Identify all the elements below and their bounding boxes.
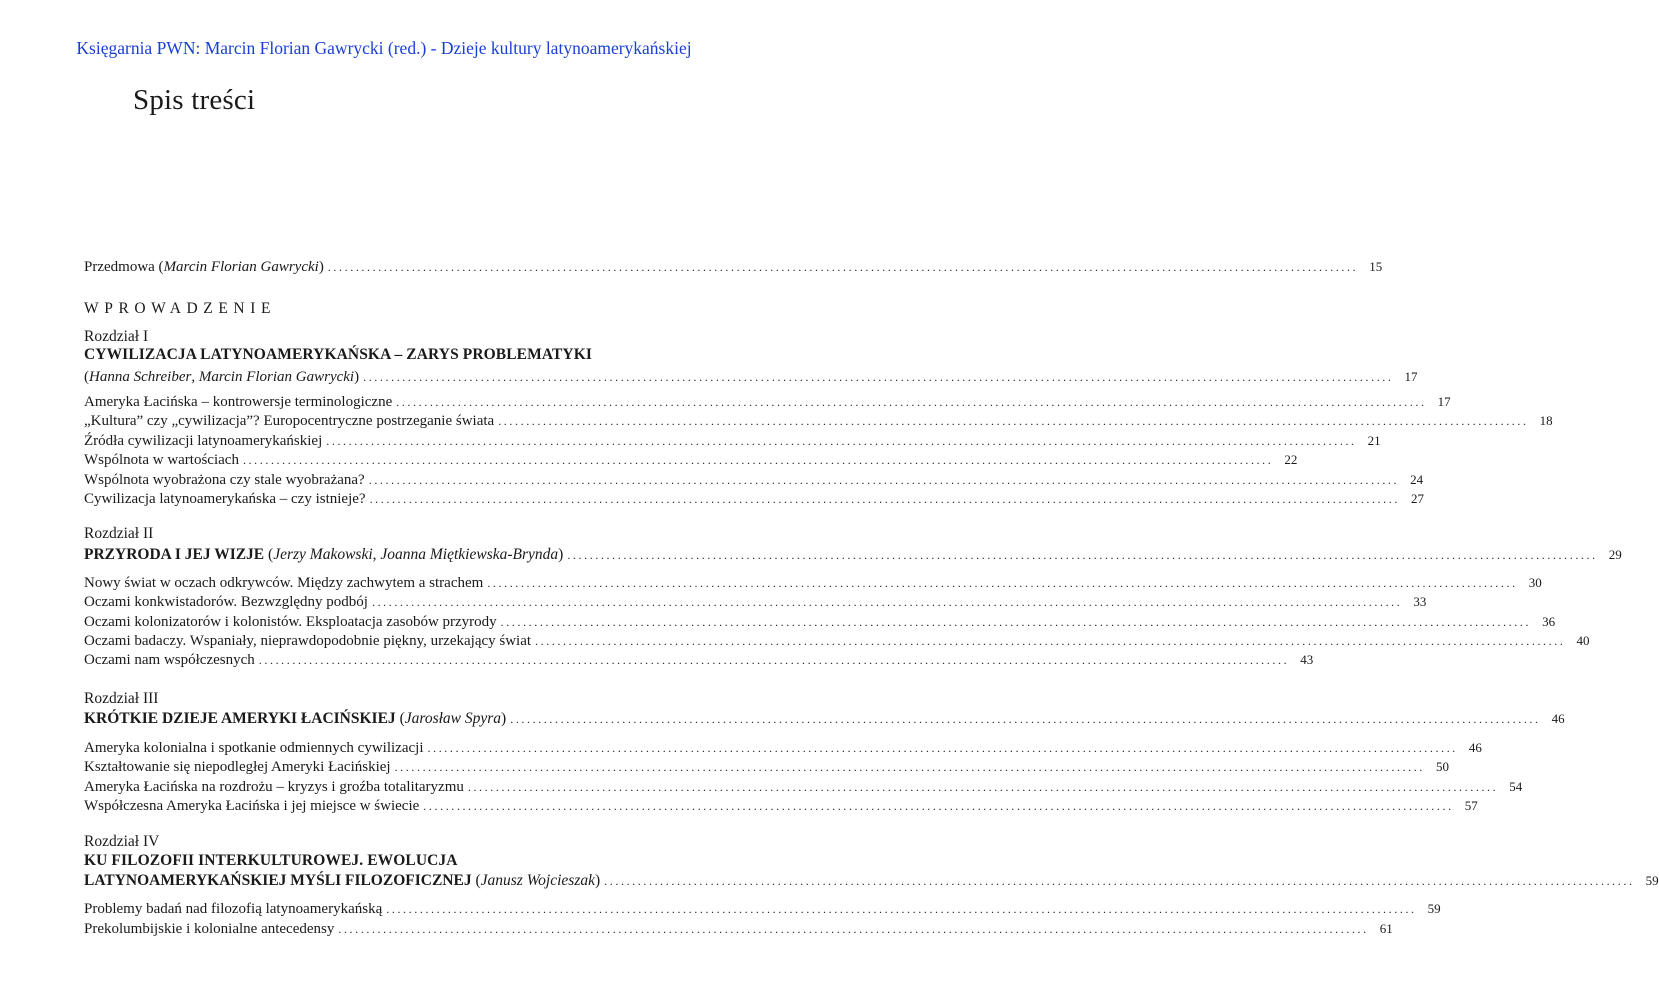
toc-entry-title: Ameryka Łacińska – kontrowersje terminologiczne xyxy=(84,394,393,410)
preface-author: Marcin Florian Gawrycki xyxy=(163,259,319,275)
chapter-label: Rozdział IV xyxy=(84,833,160,850)
page-number: 21 xyxy=(1367,432,1381,448)
section-heading: WPROWADZENIE xyxy=(84,300,277,317)
toc-entry[interactable] xyxy=(84,470,1424,490)
paren-open: ( xyxy=(264,546,274,563)
leader-dots xyxy=(510,710,1540,729)
page-number: 50 xyxy=(1435,759,1449,775)
page-number: 22 xyxy=(1284,452,1298,468)
page-number: 46 xyxy=(1551,711,1565,726)
leader-dots xyxy=(396,393,1426,412)
chapter-author: Jerzy Makowski xyxy=(273,546,373,563)
leader-dots xyxy=(259,651,1289,670)
paren-close: ) xyxy=(595,872,601,889)
page-number: 30 xyxy=(1528,575,1542,590)
page-number: 18 xyxy=(1539,413,1553,429)
page-number: 15 xyxy=(1369,259,1383,274)
chapter-title: CYWILIZACJA LATYNOAMERYKAŃSKA – ZARYS PROBLEMATYKI xyxy=(84,346,593,363)
page-number: 59 xyxy=(1427,901,1441,916)
leader-dots xyxy=(369,471,1399,490)
toc-entry[interactable] xyxy=(84,573,1542,593)
toc-entry-title: Współczesna Ameryka Łacińska i jej miejsce w świecie xyxy=(84,797,420,814)
toc-entry[interactable] xyxy=(84,650,1314,670)
toc-entry-title: Cywilizacja latynoamerykańska – czy istnieje? xyxy=(84,491,366,507)
toc-entry-title: „Kultura” czy „cywilizacja”? Europocentryczne postrzeganie świata xyxy=(84,413,495,430)
page-number: 24 xyxy=(1410,471,1424,487)
toc-entry-title: Wspólnota wyobrażona czy stale wyobrażana? xyxy=(84,471,365,488)
toc-entry[interactable] xyxy=(84,757,1449,777)
toc-entry[interactable] xyxy=(84,489,1424,509)
chapter-author: Jarosław Spyra xyxy=(404,710,502,727)
page-number: 27 xyxy=(1410,491,1424,506)
toc-entry-title: Problemy badań nad filozofią latynoamerykańską xyxy=(84,901,383,917)
page-number: 29 xyxy=(1608,547,1622,562)
chapter-heading-3[interactable] xyxy=(84,709,1565,729)
leader-dots xyxy=(498,412,1528,431)
toc-entry-title: Wspólnota w wartościach xyxy=(84,452,239,469)
toc-entry-title: Oczami konkwistadorów. Bezwzględny podbój xyxy=(84,594,368,611)
page-number: 33 xyxy=(1413,594,1427,610)
chapter-title: KU FILOZOFII INTERKULTUROWEJ. EWOLUCJA xyxy=(84,852,458,869)
leader-dots xyxy=(423,797,1453,816)
toc-entry[interactable] xyxy=(84,431,1381,451)
leader-dots xyxy=(604,872,1634,891)
leader-dots xyxy=(338,920,1368,939)
toc-entry-title: Ameryka kolonialna i spotkanie odmiennych cywilizacji xyxy=(84,740,424,756)
toc-entry-preface[interactable] xyxy=(84,257,1383,277)
page-number: 40 xyxy=(1576,632,1590,648)
header-banner[interactable]: Księgarnia PWN: Marcin Florian Gawrycki (red.) - Dzieje kultury latynoamerykańskiej xyxy=(76,38,692,58)
toc-entry-title: Oczami nam współczesnych xyxy=(84,652,255,669)
leader-dots xyxy=(428,739,1458,758)
toc-entry-title: Źródła cywilizacji latynoamerykańskiej xyxy=(84,432,323,449)
toc-entry[interactable] xyxy=(84,631,1590,651)
paren-open: ( xyxy=(84,369,89,385)
toc-entry[interactable] xyxy=(84,796,1478,816)
chapter-title: KRÓTKIE DZIEJE AMERYKI ŁACIŃSKIEJ xyxy=(84,710,396,727)
author-separator: , xyxy=(191,369,199,385)
toc-entry-title: Nowy świat w oczach odkrywców. Między zachwytem a strachem xyxy=(84,575,484,591)
toc-entry[interactable] xyxy=(84,777,1523,797)
chapter-author: Hanna Schreiber xyxy=(89,369,192,385)
page-number: 54 xyxy=(1509,778,1523,794)
toc-entry[interactable] xyxy=(84,899,1441,919)
leader-dots xyxy=(395,758,1425,777)
leader-dots xyxy=(372,593,1402,612)
leader-dots xyxy=(535,632,1565,651)
toc-entry[interactable] xyxy=(84,592,1427,612)
chapter-heading-4[interactable] xyxy=(84,871,1659,891)
toc-entry[interactable] xyxy=(84,738,1482,758)
page-title: Spis treści xyxy=(133,84,256,116)
chapter-author: Marcin Florian Gawrycki xyxy=(198,369,355,385)
paren-close: ) xyxy=(354,369,360,385)
page-number: 36 xyxy=(1542,613,1556,629)
chapter-label: Rozdział III xyxy=(84,690,159,707)
preface-label: Przedmowa ( xyxy=(84,259,164,275)
chapter-author: Joanna Miętkiewska-Brynda xyxy=(380,546,559,563)
leader-dots xyxy=(363,368,1393,387)
toc-entry-title: Oczami badaczy. Wspaniały, nieprawdopodobnie piękny, urzekający świat xyxy=(84,632,532,649)
toc-entry-title: Prekolumbijskie i kolonialne antecedensy xyxy=(84,920,335,937)
leader-dots xyxy=(567,546,1597,565)
toc-entry[interactable] xyxy=(84,612,1556,632)
paren-close: ) xyxy=(558,546,564,563)
leader-dots xyxy=(243,451,1273,470)
leader-dots xyxy=(501,613,1531,632)
paren-open: ( xyxy=(395,710,405,727)
leader-dots xyxy=(328,258,1358,277)
author-separator: , xyxy=(372,546,381,563)
paren-open: ( xyxy=(471,872,481,889)
chapter-title: LATYNOAMERYKAŃSKIEJ MYŚLI FILOZOFICZNEJ xyxy=(84,872,472,889)
toc-entry[interactable] xyxy=(84,450,1298,470)
chapter-label: Rozdział I xyxy=(84,328,149,345)
chapter-author: Janusz Wojcieszak xyxy=(480,872,595,889)
toc-entry-title: Kształtowanie się niepodległej Ameryki Łacińskiej xyxy=(84,759,391,776)
leader-dots xyxy=(370,490,1400,509)
page-number: 43 xyxy=(1300,652,1314,668)
toc-entry[interactable] xyxy=(84,411,1553,431)
page-number: 61 xyxy=(1379,920,1393,936)
toc-entry[interactable] xyxy=(84,919,1393,939)
toc-entry[interactable] xyxy=(84,392,1451,412)
leader-dots xyxy=(487,574,1517,593)
paren-close: ) xyxy=(501,710,507,727)
preface-close: ) xyxy=(318,259,324,275)
leader-dots xyxy=(386,900,1416,919)
page-number: 59 xyxy=(1645,873,1659,888)
page-number: 46 xyxy=(1468,740,1482,755)
page-number: 17 xyxy=(1437,394,1451,409)
page-number: 17 xyxy=(1404,369,1418,384)
chapter-heading-2[interactable] xyxy=(84,545,1622,565)
toc-entry-title: Oczami kolonizatorów i kolonistów. Eksploatacja zasobów przyrody xyxy=(84,613,497,630)
chapter-title: PRZYRODA I JEJ WIZJE xyxy=(84,546,265,563)
toc-entry-title: Ameryka Łacińska na rozdrożu – kryzys i groźba totalitaryzmu xyxy=(84,778,464,795)
chapter-label: Rozdział II xyxy=(84,525,154,542)
leader-dots xyxy=(468,778,1498,797)
leader-dots xyxy=(326,432,1356,451)
chapter-heading-1[interactable] xyxy=(84,367,1418,387)
page-number: 57 xyxy=(1464,797,1478,813)
